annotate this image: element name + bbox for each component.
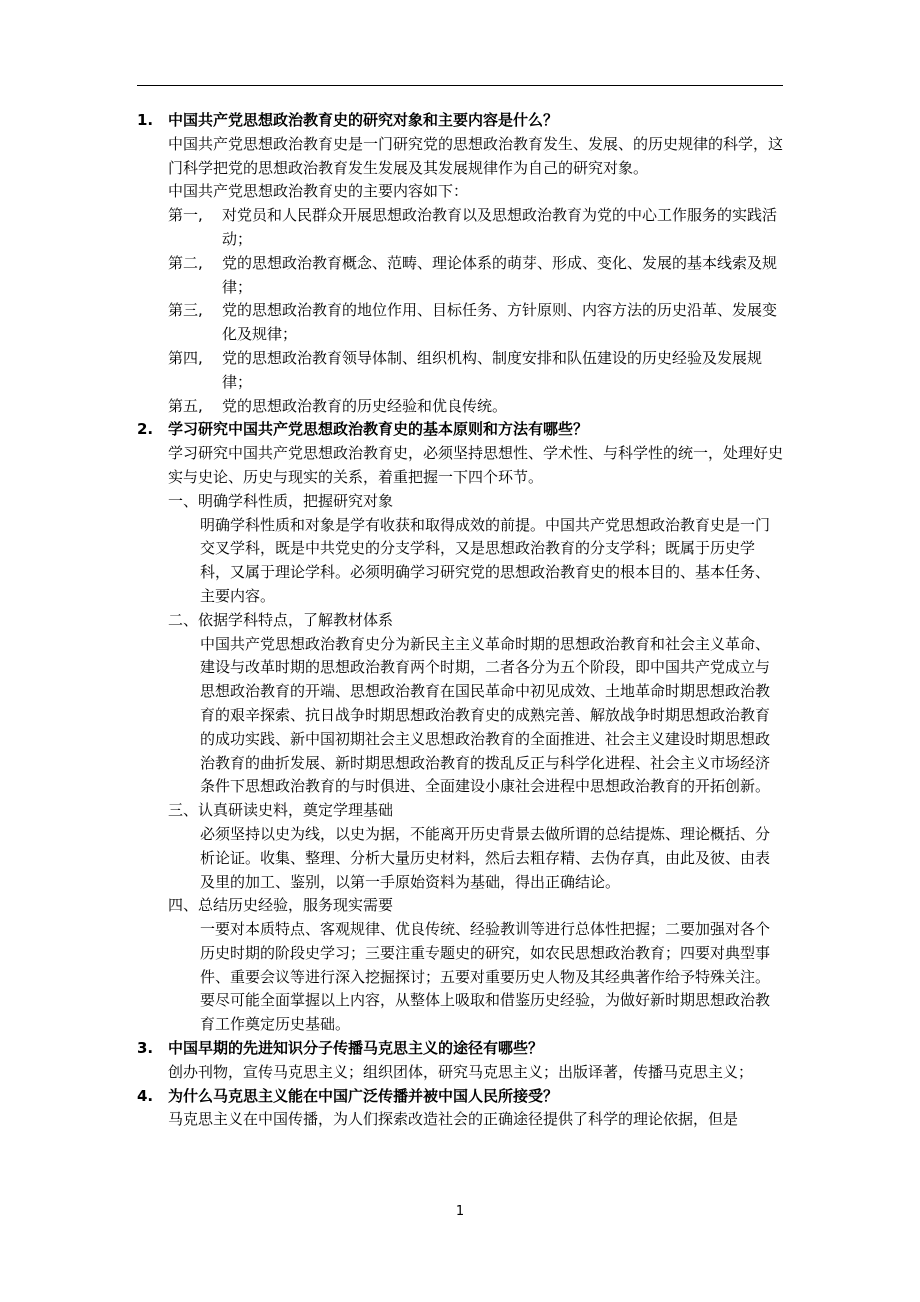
- list-item: [168, 395, 783, 419]
- question-title: 学习研究中国共产党思想政治教育史的基本原则和方法有哪些？: [168, 420, 589, 439]
- question-3-heading: [137, 1037, 783, 1061]
- paragraph: 中国共产党思想政治教育史是一门研究党的思想政治教育发生、发展、的历史规律的科学，这门科学把党的思想政治教育发生发展及其发展规律作为自己的研究对象。: [168, 134, 784, 177]
- question-title: 中国早期的先进知识分子传播马克思主义的途径有哪些？: [168, 1039, 544, 1058]
- list-item: [168, 347, 783, 395]
- list-item-label: 第一,: [168, 206, 203, 225]
- document-body: [0, 109, 920, 1132]
- paragraph: 创办刊物，宣传马克思主义；组织团体，研究马克思主义；出版译著，传播马克思主义；: [168, 1062, 754, 1081]
- list-item: [168, 204, 783, 252]
- paragraph: 中国共产党思想政治教育史的主要内容如下：: [168, 182, 469, 201]
- list-item-label: 第五,: [168, 396, 203, 415]
- question-number: 3.: [137, 1039, 154, 1058]
- list-item: [168, 299, 783, 347]
- question-number: 1.: [137, 111, 154, 129]
- question-4-heading: [137, 1085, 783, 1109]
- paragraph: 学习研究中国共产党思想政治教育史，必须坚持思想性、学术性、与科学性的统一，处理好史实与史论、历史与现实的关系，着重把握一下四个环节。: [168, 444, 784, 486]
- question-number: 2.: [137, 420, 154, 439]
- list-item-text: 党的思想政治教育领导体制、组织机构、制度安排和队伍建设的历史经验及发展规律；: [222, 348, 763, 391]
- question-2-heading: [137, 418, 783, 442]
- list-item-label: 第三,: [168, 301, 203, 320]
- section-heading: 二、依据学科特点，了解教材体系: [168, 610, 394, 629]
- header-rule: [137, 85, 783, 86]
- section-body: 中国共产党思想政治教育史分为新民主主义革命时期的思想政治教育和社会主义革命、建设与改革时期的思想政治教育两个时期，二者各分为五个阶段，即中国共产党成立与思想政治教育的开端、思想政治教育在国民革命中初见成效、土地革命时期思想政治教育的艰辛探索、抗日战争时期思想政治教育史的成熟完善、解放战争时期思想政治教育的成功实践、新中国初期社会主义思想政治教育的全面推进、社会主义建设时期思想政治教育的曲折发展、新时期思想政治教育的拨乱反正与科学化进程、社会主义市场经济条件下思想政治教育的与时俱进、全面建设小康社会进程中思想政治教育的开拓创新。: [200, 634, 771, 796]
- list-item-text: 党的思想政治教育的地位作用、目标任务、方针原则、内容方法的历史沿革、发展变化及规律；: [222, 301, 778, 344]
- section-body: 必须坚持以史为线，以史为据，不能离开历史背景去做所谓的总结提炼、理论概括、分析论证。收集、整理、分析大量历史材料，然后去粗存精、去伪存真，由此及彼、由表及里的加工、鉴别，以第一手原始资料为基础，得出正确结论。: [200, 824, 771, 891]
- page-number: 1: [455, 1204, 465, 1219]
- list-item: [168, 252, 783, 300]
- question-title: 为什么马克思主义能在中国广泛传播并被中国人民所接受？: [168, 1086, 559, 1105]
- list-item-text: 党的思想政治教育概念、范畴、理论体系的萌芽、形成、变化、发展的基本线索及规律；: [222, 253, 778, 296]
- section-body: 明确学科性质和对象是学有收获和取得成效的前提。中国共产党思想政治教育史是一门交叉学科，既是中共党史的分支学科，又是思想政治教育的分支学科；既属于历史学科，又属于理论学科。必须明确学习研究党的思想政治教育史的根本目的、基本任务、主要内容。: [200, 515, 771, 605]
- list-item-label: 第二,: [168, 253, 203, 272]
- question-title: 中国共产党思想政治教育史的研究对象和主要内容是什么？: [168, 111, 559, 129]
- list-item-text: 对党员和人民群众开展思想政治教育以及思想政治教育为党的中心工作服务的实践活动；: [222, 206, 778, 248]
- section-body: 一要对本质特点、客观规律、优良传统、经验教训等进行总体性把握；二要加强对各个历史时期的阶段史学习；三要注重专题史的研究，如农民思想政治教育；四要对典型事件、重要会议等进行深入挖掘探讨；五要对重要历史人物及其经典著作给予特殊关注。要尽可能全面掌握以上内容，从整体上吸取和借鉴历史经验，为做好新时期思想政治教育工作奠定历史基础。: [200, 920, 771, 1034]
- section-heading: 三、认真研读史料，奠定学理基础: [168, 801, 394, 820]
- paragraph: 马克思主义在中国传播，为人们探索改造社会的正确途径提供了科学的理论依据，但是: [168, 1110, 739, 1129]
- question-number: 4.: [137, 1086, 154, 1105]
- section-heading: 一、明确学科性质，把握研究对象: [168, 491, 394, 510]
- list-item-text: 党的思想政治教育的历史经验和优良传统。: [222, 396, 508, 415]
- list-item-label: 第四,: [168, 348, 203, 367]
- section-heading: 四、总结历史经验，服务现实需要: [168, 896, 394, 915]
- question-1-heading: [137, 109, 783, 133]
